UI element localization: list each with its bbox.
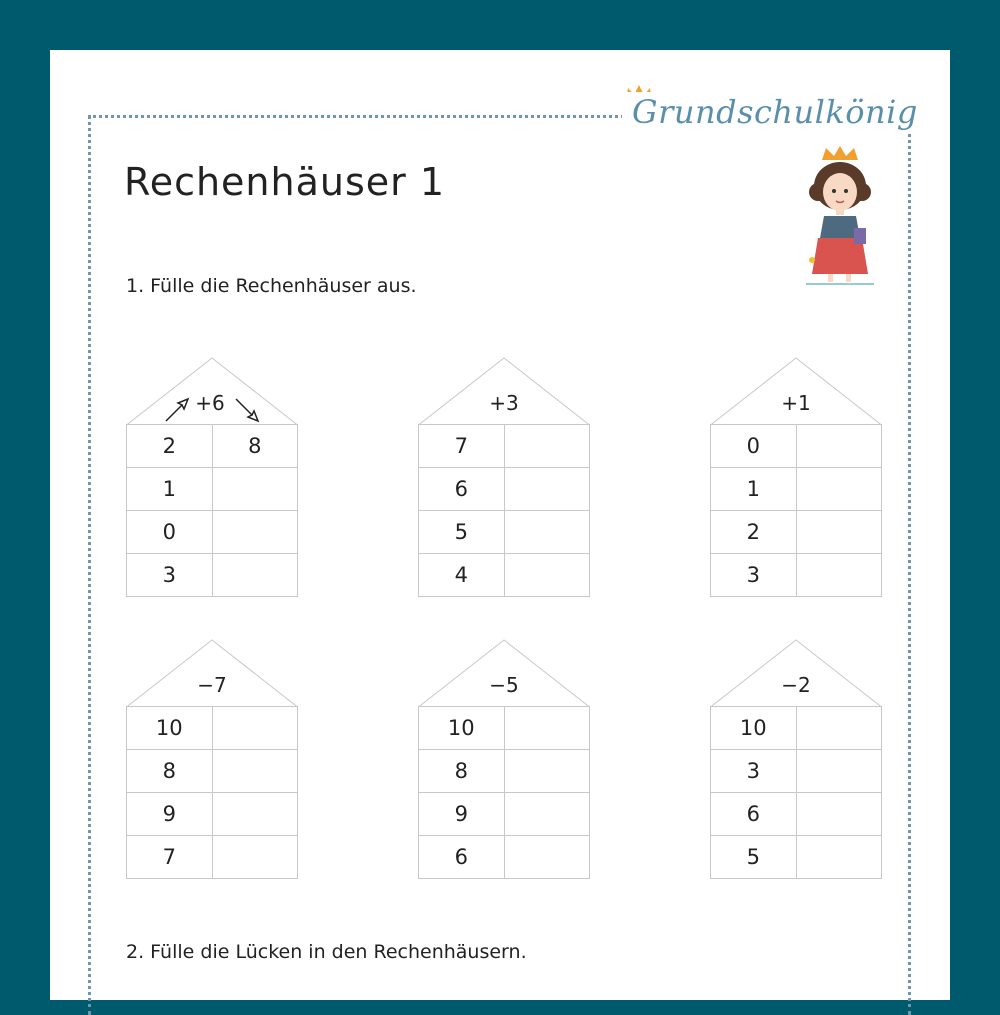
cell-result[interactable] <box>504 554 589 597</box>
cell-input: 2 <box>711 511 797 554</box>
house-table <box>126 424 298 597</box>
cell-result[interactable] <box>212 554 298 597</box>
cell-input: 5 <box>711 836 797 879</box>
cell-input: 8 <box>127 750 213 793</box>
girl-illustration <box>802 146 878 286</box>
cell-input: 1 <box>711 468 797 511</box>
cell-result[interactable] <box>796 836 881 879</box>
cell-result[interactable] <box>504 793 589 836</box>
cell-input: 0 <box>711 425 797 468</box>
cell-input: 10 <box>711 707 797 750</box>
cell-result[interactable] <box>212 511 298 554</box>
cell-result[interactable] <box>796 425 881 468</box>
cell-result[interactable] <box>796 707 881 750</box>
worksheet <box>50 50 950 1000</box>
house-3 <box>710 357 882 597</box>
cell-result[interactable] <box>796 511 881 554</box>
house-1 <box>126 357 298 597</box>
cell-input: 8 <box>419 750 505 793</box>
cell-input: 9 <box>419 793 505 836</box>
cell-result[interactable] <box>796 750 881 793</box>
house-6 <box>710 639 882 879</box>
cell-result[interactable] <box>504 750 589 793</box>
cell-input: 1 <box>127 468 213 511</box>
cell-result[interactable] <box>504 425 589 468</box>
house-table <box>710 424 882 597</box>
cell-result[interactable] <box>504 836 589 879</box>
task-1-instruction: 1. Fülle die Rechenhäuser aus. <box>126 275 417 297</box>
cell-input: 6 <box>711 793 797 836</box>
house-table <box>126 706 298 879</box>
cell-input: 2 <box>127 425 213 468</box>
cell-input: 9 <box>127 793 213 836</box>
house-operation: −7 <box>197 673 227 697</box>
cell-result[interactable] <box>504 511 589 554</box>
cell-input: 4 <box>419 554 505 597</box>
house-operation: +6 <box>195 391 225 415</box>
house-operation: −5 <box>489 673 519 697</box>
cell-input: 3 <box>711 554 797 597</box>
cell-result[interactable] <box>212 468 298 511</box>
cell-input: 3 <box>711 750 797 793</box>
house-table <box>418 706 590 879</box>
cell-input: 5 <box>419 511 505 554</box>
house-table <box>418 424 590 597</box>
cell-result[interactable] <box>796 554 881 597</box>
cell-input: 7 <box>419 425 505 468</box>
cell-result[interactable]: 8 <box>212 425 298 468</box>
house-4 <box>126 639 298 879</box>
page-title: Rechenhäuser 1 <box>124 160 446 204</box>
cell-result[interactable] <box>212 836 297 879</box>
cell-result[interactable] <box>504 468 589 511</box>
cell-result[interactable] <box>212 750 297 793</box>
house-2 <box>418 357 590 597</box>
house-operation: +1 <box>781 391 811 415</box>
cell-input: 10 <box>419 707 505 750</box>
cell-result[interactable] <box>796 793 881 836</box>
task-2-instruction: 2. Fülle die Lücken in den Rechenhäusern. <box>126 941 527 963</box>
house-5 <box>418 639 590 879</box>
cell-result[interactable] <box>504 707 589 750</box>
house-operation: −2 <box>781 673 811 697</box>
cell-result[interactable] <box>212 793 297 836</box>
cell-result[interactable] <box>796 468 881 511</box>
cell-input: 10 <box>127 707 213 750</box>
house-table <box>710 706 882 879</box>
cell-input: 6 <box>419 836 505 879</box>
cell-input: 3 <box>127 554 213 597</box>
cell-input: 6 <box>419 468 505 511</box>
cell-input: 0 <box>127 511 213 554</box>
cell-result[interactable] <box>212 707 297 750</box>
cell-input: 7 <box>127 836 213 879</box>
house-operation: +3 <box>489 391 519 415</box>
brand-logo: Grundschulkönig <box>622 92 928 132</box>
